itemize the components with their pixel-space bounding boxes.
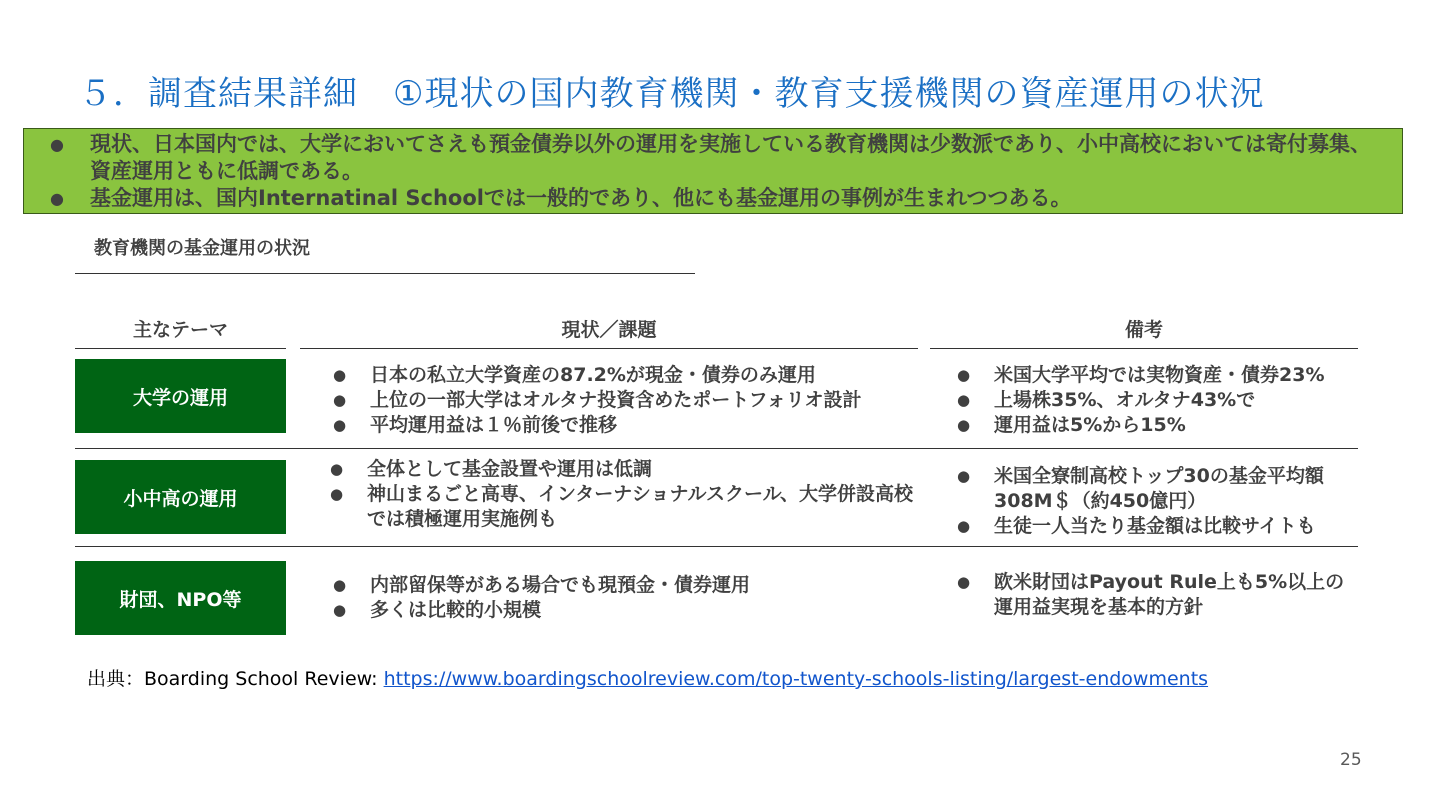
list-item: ● 運用益は5%から15% (957, 413, 1357, 438)
list-item: ● 平均運用益は１％前後で推移 (333, 413, 923, 438)
notes-cell (957, 363, 1357, 438)
header-status: 現状／課題 (561, 319, 657, 341)
status-cell (330, 457, 915, 532)
header-divider (75, 348, 286, 349)
list-item: ● 上場株35%、オルタナ43%で (957, 388, 1357, 413)
source-label: 出典：Boarding School Review: (87, 668, 384, 690)
subtitle-divider (75, 273, 695, 274)
summary-bullet: ● 基金運用は、国内Internatinal Schoolでは一般的であり、他にも基金運用の事例が生まれつつある。 (50, 185, 1382, 212)
notes-cell (957, 570, 1347, 620)
list-item: ● 上位の一部大学はオルタナ投資含めたポートフォリオ設計 (333, 388, 923, 413)
page-title: ５．調査結果詳細 ①現状の国内教育機関・教育支援機関の資産運用の状況 (78, 74, 1265, 114)
list-item: ● 米国大学平均では実物資産・債券23% (957, 363, 1357, 388)
summary-bullet: ● 現状、日本国内では、大学においてさえも預金債券以外の運用を実施している教育機関は少数派であり、小中高校においては寄付募集、資産運用ともに低調である。 (50, 131, 1382, 185)
header-notes: 備考 (1124, 319, 1163, 341)
row-divider (75, 448, 1358, 449)
page-number: 25 (1340, 750, 1362, 770)
status-cell (333, 363, 923, 438)
list-item: ● 生徒一人当たり基金額は比較サイトも (957, 514, 1357, 539)
header-theme: 主なテーマ (132, 319, 228, 341)
list-item: ● 日本の私立大学資産の87.2%が現金・債券のみ運用 (333, 363, 923, 388)
list-item: ● 神山まるごと高専、インターナショナルスクール、大学併設高校では積極運用実施例も (330, 482, 915, 532)
header-divider (930, 348, 1358, 349)
table-subtitle: 教育機関の基金運用の状況 (94, 238, 310, 259)
list-item: ● 米国全寮制高校トップ30の基金平均額308M＄（約450億円） (957, 464, 1357, 514)
status-cell (333, 573, 918, 623)
list-item: ● 欧米財団はPayout Rule上も5%以上の運用益実現を基本的方針 (957, 570, 1347, 620)
summary-box (23, 128, 1403, 214)
source-citation (87, 664, 1208, 691)
theme-foundation: 財団、NPO等 (75, 561, 286, 635)
list-item: ● 内部留保等がある場合でも現預金・債券運用 (333, 573, 918, 598)
theme-university: 大学の運用 (75, 359, 286, 433)
notes-cell (957, 464, 1357, 539)
list-item: ● 全体として基金設置や運用は低調 (330, 457, 915, 482)
row-divider (75, 546, 1358, 547)
list-item: ● 多くは比較的小規模 (333, 598, 918, 623)
source-link[interactable]: https://www.boardingschoolreview.com/top-twenty-schools-listing/largest-endowments (383, 668, 1209, 690)
theme-k12: 小中高の運用 (75, 460, 286, 534)
header-divider (300, 348, 918, 349)
